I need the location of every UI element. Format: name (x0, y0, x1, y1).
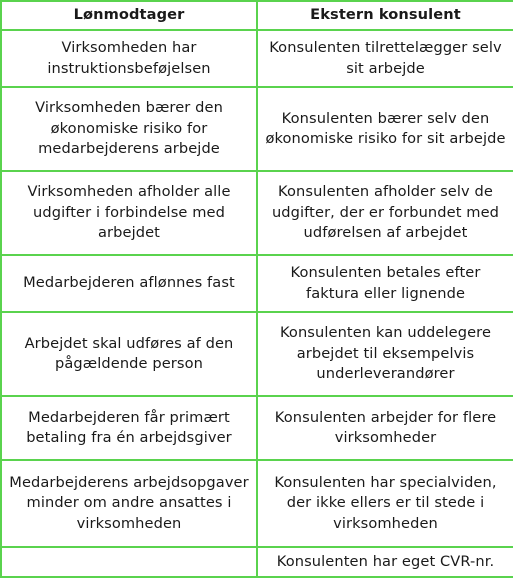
table-header (1, 1, 513, 30)
cell-employee: Virksomheden har instruktionsbeføjelsen (1, 30, 257, 87)
cell-employee: Virksomheden bærer den økonomiske risiko for medarbejderens arbejde (1, 87, 257, 171)
table-row (1, 171, 513, 255)
header-row (1, 1, 513, 30)
cell-consultant: Konsulenten bærer selv den økonomiske risiko for sit arbejde (257, 87, 513, 171)
cell-employee-empty (1, 547, 257, 577)
cell-employee: Virksomheden afholder alle udgifter i forbindelse med arbejdet (1, 171, 257, 255)
cell-employee: Medarbejderens arbejdsopgaver minder om andre ansattes i virksomheden (1, 460, 257, 547)
cell-consultant: Konsulenten har specialviden, der ikke ellers er til stede i virksomheden (257, 460, 513, 547)
cell-consultant: Konsulenten har eget CVR-nr. (257, 547, 513, 577)
cell-consultant: Konsulenten kan uddelegere arbejdet til eksempelvis underleverandører (257, 312, 513, 396)
table-row (1, 396, 513, 460)
cell-employee: Medarbejderen aflønnes fast (1, 255, 257, 312)
table-body (1, 30, 513, 577)
cell-employee: Arbejdet skal udføres af den pågældende person (1, 312, 257, 396)
cell-consultant: Konsulenten afholder selv de udgifter, der er forbundet med udførelsen af arbejdet (257, 171, 513, 255)
table-row (1, 312, 513, 396)
cell-consultant: Konsulenten tilrettelægger selv sit arbejde (257, 30, 513, 87)
cell-employee: Medarbejderen får primært betaling fra én arbejdsgiver (1, 396, 257, 460)
table-row (1, 547, 513, 577)
header-consultant: Ekstern konsulent (257, 1, 513, 30)
table-row (1, 87, 513, 171)
table-row (1, 460, 513, 547)
cell-consultant: Konsulenten arbejder for flere virksomheder (257, 396, 513, 460)
header-employee: Lønmodtager (1, 1, 257, 30)
table-row (1, 255, 513, 312)
cell-consultant: Konsulenten betales efter faktura eller lignende (257, 255, 513, 312)
table-row (1, 30, 513, 87)
